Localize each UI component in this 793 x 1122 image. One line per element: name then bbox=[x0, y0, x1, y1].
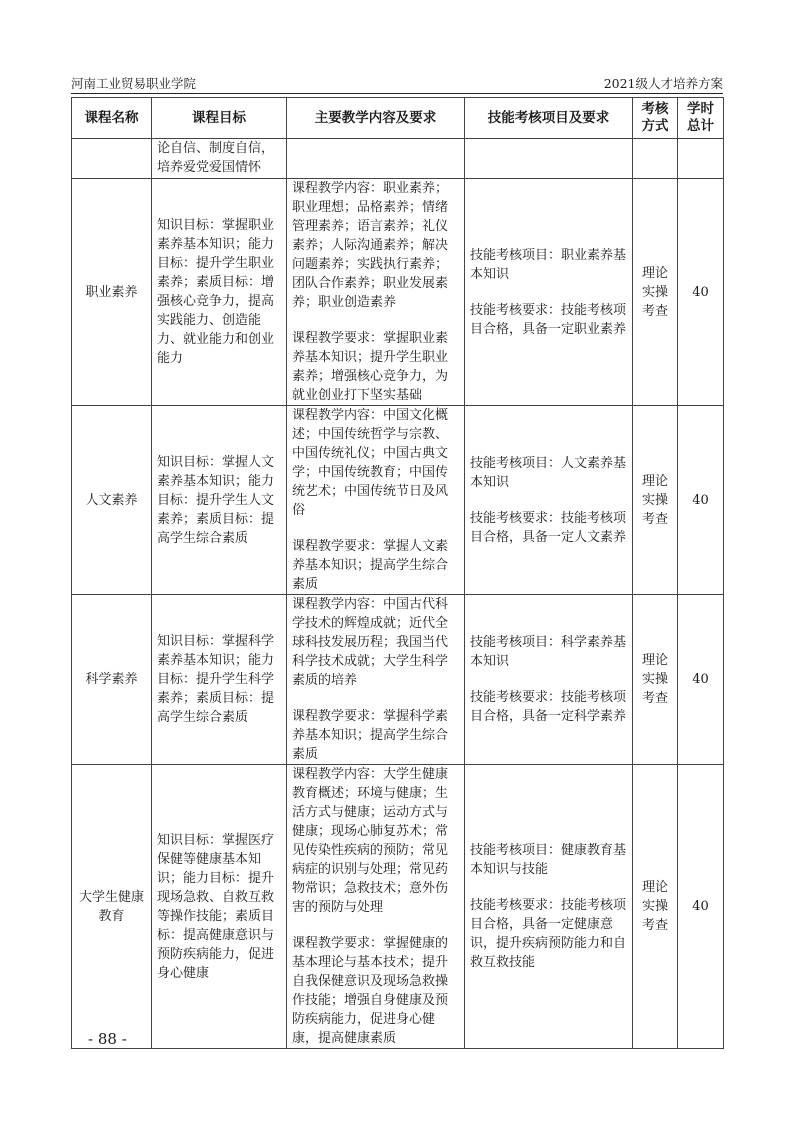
course-name: 职业素养 bbox=[72, 179, 152, 406]
page-header bbox=[71, 71, 723, 94]
content-text: 课程教学内容：中国文化概述；中国传统哲学与宗教、中国传统礼仪；中国古典文学；中国传统教育；中国传统艺术；中国传统节日及风俗 bbox=[292, 408, 449, 518]
course-goal: 知识目标：掌握医疗保健等健康基本知识；能力目标：提升现场急救、自救互救等操作技能；素质目标：提高健康意识与预防疾病能力，促进身心健康 bbox=[152, 765, 287, 1049]
skill-item: 技能考核项目：科学素养基本知识 bbox=[470, 635, 627, 669]
course-content bbox=[287, 179, 465, 406]
skill-assessment bbox=[465, 406, 633, 595]
col-assessment-method: 考核方式 bbox=[633, 98, 678, 139]
course-name: 科学素养 bbox=[72, 595, 152, 765]
course-name: 人文素养 bbox=[72, 406, 152, 595]
content-text: 课程教学内容：中国古代科学技术的辉煌成就；近代全球科技发展历程；我国当代科学技术成就；大学生科学素质的培养 bbox=[292, 597, 449, 688]
requirement-text: 课程教学要求：掌握科学素养基本知识；提高学生综合素质 bbox=[292, 709, 449, 762]
header-school: 河南工业贸易职业学院 bbox=[71, 76, 197, 91]
requirement-text: 课程教学要求：掌握人文素养基本知识；提高学生综合素质 bbox=[292, 539, 449, 592]
skill-item: 技能考核项目：职业素养基本知识 bbox=[470, 247, 627, 282]
course-content bbox=[287, 765, 465, 1049]
skill-requirement: 技能考核要求：技能考核项目合格，具备一定职业素养 bbox=[470, 302, 627, 337]
content-text: 课程教学内容：大学生健康教育概述；环境与健康；生活方式与健康；运动方式与健康；现场心肺复苏术；常见传染性疾病的预防；常见病症的识别与处理；常见药物常识；急救技术；意外伤害的预防与处理 bbox=[292, 767, 449, 915]
table-row bbox=[72, 765, 724, 1049]
course-table bbox=[71, 97, 724, 1049]
course-content bbox=[287, 595, 465, 765]
header-doc-title: 2021级人才培养方案 bbox=[603, 76, 723, 91]
course-goal: 知识目标：掌握科学素养基本知识；能力目标：提升学生科学素养；素质目标：提高学生综合素质 bbox=[152, 595, 287, 765]
content-text: 课程教学内容：职业素养；职业理想；品格素养；情绪管理素养；语言素养；礼仪素养；人际沟通素养；解决问题素养；实践执行素养；团队合作素养；职业发展素养；职业创造素养 bbox=[292, 181, 449, 310]
course-content bbox=[287, 406, 465, 595]
course-name: 大学生健康教育 bbox=[72, 765, 152, 1049]
total-hours: 40 bbox=[678, 406, 724, 595]
requirement-text: 课程教学要求：掌握健康的基本理论与基本技术；提升自我保健意识及现场急救操作技能；增强自身健康及预防疾病能力，促进身心健康，提高健康素质 bbox=[292, 936, 449, 1046]
assessment-method: 理论实操考查 bbox=[633, 595, 678, 765]
course-goal: 知识目标：掌握人文素养基本知识；能力目标：提升学生人文素养；素质目标：提高学生综合素质 bbox=[152, 406, 287, 595]
course-goal: 知识目标：掌握职业素养基本知识；能力目标：提升学生职业素养；素质目标：增强核心竞争力，提高实践能力、创造能力、就业能力和创业能力 bbox=[152, 179, 287, 406]
assessment-method: 理论实操考查 bbox=[633, 406, 678, 595]
col-teaching-content: 主要教学内容及要求 bbox=[287, 98, 465, 139]
continued-goal: 论自信、制度自信，培养爱党爱国情怀 bbox=[152, 139, 287, 179]
skill-assessment bbox=[465, 765, 633, 1049]
col-skill-assessment: 技能考核项目及要求 bbox=[465, 98, 633, 139]
col-course-goal: 课程目标 bbox=[152, 98, 287, 139]
table-row bbox=[72, 139, 724, 179]
assessment-method: 理论实操考查 bbox=[633, 179, 678, 406]
table-row bbox=[72, 406, 724, 595]
col-total-hours: 学时总计 bbox=[678, 98, 724, 139]
assessment-method: 理论实操考查 bbox=[633, 765, 678, 1049]
table-row bbox=[72, 595, 724, 765]
skill-item: 技能考核项目：健康教育基本知识与技能 bbox=[470, 843, 627, 877]
skill-assessment bbox=[465, 179, 633, 406]
skill-assessment bbox=[465, 595, 633, 765]
table-row bbox=[72, 179, 724, 406]
page-number: - 88 - bbox=[88, 1030, 127, 1048]
skill-requirement: 技能考核要求：技能考核项目合格，具备一定人文素养 bbox=[470, 510, 627, 545]
requirement-text: 课程教学要求：掌握职业素养基本知识；提升学生职业素养；增强核心竞争力，为就业创业打下坚实基础 bbox=[292, 331, 449, 403]
skill-requirement: 技能考核要求：技能考核项目合格，具备一定健康意识，提升疾病预防能力和自救互救技能 bbox=[470, 898, 627, 970]
col-course-name: 课程名称 bbox=[72, 98, 152, 139]
skill-item: 技能考核项目：人文素养基本知识 bbox=[470, 455, 627, 490]
table-header-row bbox=[72, 98, 724, 139]
skill-requirement: 技能考核要求：技能考核项目合格，具备一定科学素养 bbox=[470, 690, 627, 724]
total-hours: 40 bbox=[678, 595, 724, 765]
total-hours: 40 bbox=[678, 765, 724, 1049]
total-hours: 40 bbox=[678, 179, 724, 406]
